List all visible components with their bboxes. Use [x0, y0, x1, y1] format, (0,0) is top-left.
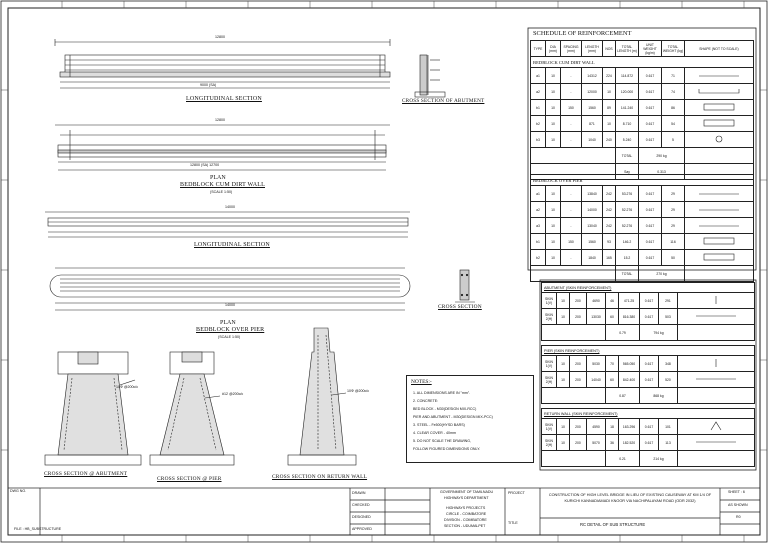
table-row: b1 10 150 1560 89 141.240 0.617 86 [531, 100, 754, 116]
hdr-shape: SHAPE (NOT TO SCALE) [685, 41, 754, 57]
hdr-dia: DIA (mm) [546, 41, 561, 57]
tb-org-6: SECTION - UDUMALPET [444, 524, 486, 528]
notes-title: NOTES:- [411, 379, 432, 385]
shape-cell [685, 218, 754, 234]
table-row: SKIN 1(V) 10 200 4690 46 471.25 0.617 291 [542, 293, 755, 309]
title-plan-1-scale: (SCALE 1:50) [210, 190, 233, 194]
table-row: b2 10 - 1840 165 15.2 0.617 50 [531, 250, 754, 266]
notes-box [406, 375, 534, 463]
tb-title-label: TITLE [508, 521, 518, 525]
shape-cell [685, 100, 754, 116]
table-row: b2 10 - 871 10 8.710 0.617 54 [531, 116, 754, 132]
shape-cell [685, 116, 754, 132]
dim-top-4: 14000 [225, 303, 235, 307]
table-row: SKIN 2(H) 10 200 5070 36 182.520 0.617 113 [542, 435, 755, 451]
total-row: 0.87 868 kg [542, 388, 755, 404]
tb-designed: DESIGNED [352, 515, 371, 519]
shape-cell [685, 202, 754, 218]
table-row: a1 10 - 14312 224 114.872 0.617 71 [531, 68, 754, 84]
shape-cell [678, 293, 755, 309]
title-plan-2-sub: BEDBLOCK OVER PIER [196, 327, 265, 333]
note-1: 1. ALL DIMENSIONS ARE IN "mm". [413, 391, 471, 395]
table-row: a3 10 - 13040 242 52.276 0.617 29 [531, 218, 754, 234]
bar-label-abutment: 10Φ @200c/c [116, 385, 139, 389]
note-4: PIER AND ABUTMENT - M30(DESIGN MIX-PCC) [413, 415, 493, 419]
plan-dirt-wall [55, 125, 390, 170]
tb-title: RC DETAIL OF SUB STRUCTURE [580, 522, 646, 527]
bar-label-pier: #12 @200c/c [222, 392, 244, 396]
note-7: 5. DO NOT SCALE THE DRAWING, [413, 439, 472, 443]
say-row: Say 0.313 [531, 164, 754, 180]
shape-cell [685, 234, 754, 250]
skin-group-return: RETURN WALL (SKIN REINFORCEMENT) [542, 409, 755, 419]
table-row: SKIN 1(V) 10 200 4590 18 163.296 0.617 101 [542, 419, 755, 435]
group2-name: BEDBLOCK OVER PIER [531, 175, 754, 186]
tb-project: CONSTRUCTION OF HIGH LEVEL BRIDGE IN LIEU OF EXISTING CAUSEWAY AT KM 1/4 OF KURICHI KANNADIAMADI KNOOR VIA NACHIPALAYAM ROAD (ODR 2032) [548, 493, 712, 503]
dim-top-2: 12800 [215, 118, 225, 122]
tb-org-5: DIVISION - COIMBATORE [444, 518, 487, 522]
table-row: SKIN 2(H) 10 200 14040 60 842.400 0.617 520 [542, 372, 755, 388]
schedule-table-1 [530, 40, 754, 180]
shape-cell [685, 132, 754, 148]
dim-top-1: 12800 [215, 35, 225, 39]
skin-table-abutment [541, 282, 755, 341]
shape-cell [678, 309, 755, 325]
title-cs-return: CROSS SECTION ON RETURN WALL [272, 474, 368, 480]
cs-pier-small [455, 270, 475, 302]
table-row: a2 10 - 12000 10 120.000 0.617 74 [531, 84, 754, 100]
hdr-length: LENGTH (mm) [582, 41, 603, 57]
cs-abutment-large [45, 352, 141, 465]
cs-pier-large [150, 352, 234, 465]
skin-table-return [541, 408, 755, 467]
tb-project-label: PROJECT [508, 491, 525, 495]
note-8: FOLLOW FIGURED DIMENSIONS ONLY. [413, 447, 481, 451]
skin-group-pier: PIER (SKIN REINFORCEMENT) [542, 346, 755, 356]
skin-group-abutment: ABUTMENT (SKIN REINFORCEMENT) [542, 283, 755, 293]
hdr-type: TYPE [531, 41, 546, 57]
title-cs-abutment-top: CROSS SECTION OF ABUTMENT [402, 98, 485, 104]
schedule-table-2 [530, 174, 754, 282]
table-row: b3 10 - 1040 240 5.240 0.617 5 [531, 132, 754, 148]
shape-cell [678, 419, 755, 435]
shape-cell [685, 68, 754, 84]
long-section-1 [55, 39, 390, 88]
skin-table-pier [541, 345, 755, 404]
group1-name: BEDBLOCK CUM DIRT WALL [531, 57, 754, 68]
table-row: a2 10 - 14000 242 52.276 0.617 29 [531, 202, 754, 218]
title-long-section-2: LONGITUDINAL SECTION [194, 242, 270, 248]
table-row: SKIN 2(H) 10 200 13030 60 816.380 0.617 503 [542, 309, 755, 325]
title-cs-2: CROSS SECTION [438, 304, 482, 310]
table-row: SKIN 1(V) 10 200 5030 70 565.050 0.617 348 [542, 356, 755, 372]
tb-sheet: SHEET : 6 [728, 490, 745, 494]
schedule-header-row [531, 41, 754, 57]
tb-scale: AS SHOWN [728, 503, 748, 507]
note-3: BED BLOCK - M30(DESIGN MIX-RCC) [413, 407, 477, 411]
note-2: 2. CONCRETE: [413, 399, 439, 403]
title-plan-1: PLAN [210, 175, 226, 181]
schedule-title: SCHEDULE OF REINFORCEMENT [533, 30, 632, 37]
total-row: 0.21 214 kg [542, 451, 755, 467]
tb-left-label: DWG NO. [10, 489, 27, 493]
long-section-2 [45, 212, 410, 237]
cs-return-wall [288, 328, 356, 465]
title-cs-abutment: CROSS SECTION @ ABUTMENT [44, 471, 128, 477]
hdr-spacing: SPACING (mm) [561, 41, 582, 57]
shape-cell [678, 435, 755, 451]
hdr-nos: NOS [603, 41, 616, 57]
tb-drg-no: R0 [736, 515, 741, 519]
dim-l1: 9000 (SA) [200, 83, 217, 87]
title-plan-1-sub: BEDBLOCK CUM DIRT WALL [180, 182, 265, 188]
shape-cell [678, 356, 755, 372]
shape-cell [685, 186, 754, 202]
shape-cell [678, 372, 755, 388]
bar-label-return: 10Φ @200c/c [347, 389, 370, 393]
hdr-total-length: TOTAL LENGTH (m) [616, 41, 639, 57]
hdr-total-weight: TOTAL WEIGHT (kg) [662, 41, 685, 57]
title-plan-2-scale: (SCALE 1:50) [218, 335, 241, 339]
shape-cell [685, 84, 754, 100]
total-row: 0.79 794 kg [542, 325, 755, 341]
tb-approved: APPROVED [352, 527, 372, 531]
dim-top-3: 14000 [225, 205, 235, 209]
title-cs-pier: CROSS SECTION @ PIER [157, 476, 222, 482]
total-row: TOTAL 270 kg [531, 266, 754, 282]
title-plan-2: PLAN [220, 320, 236, 326]
tb-org-3: HIGHWAYS PROJECTS [446, 506, 486, 510]
note-5: 3. STEEL - Fe500(HYSD BARS) [413, 423, 465, 427]
tb-drawn: DRAWN [352, 491, 366, 495]
tb-org-1: GOVERNMENT OF TAMILNADU [440, 490, 494, 494]
table-row: b1 10 150 1560 93 146.2 0.617 116 [531, 234, 754, 250]
note-6: 4. CLEAR COVER - 40mm [413, 431, 456, 435]
shape-cell [685, 250, 754, 266]
table-row: a1 10 - 13840 242 53.276 0.617 29 [531, 186, 754, 202]
tb-left-bottom: FILE : HB_SUBSTRUCTURE [14, 527, 62, 531]
tb-org-4: CIRCLE - COIMBATORE [446, 512, 487, 516]
cs-abutment-small [415, 55, 445, 97]
total-row: TOTAL 290 kg [531, 148, 754, 164]
tb-checked: CHECKED [352, 503, 370, 507]
hdr-unit-weight: UNIT WEIGHT (kg/m) [639, 41, 662, 57]
tb-org-2: HIGHWAYS DEPARTMENT [444, 496, 489, 500]
dim-l2: 12800 (SA) 12700 [190, 163, 220, 167]
title-long-section-1: LONGITUDINAL SECTION [186, 96, 262, 102]
